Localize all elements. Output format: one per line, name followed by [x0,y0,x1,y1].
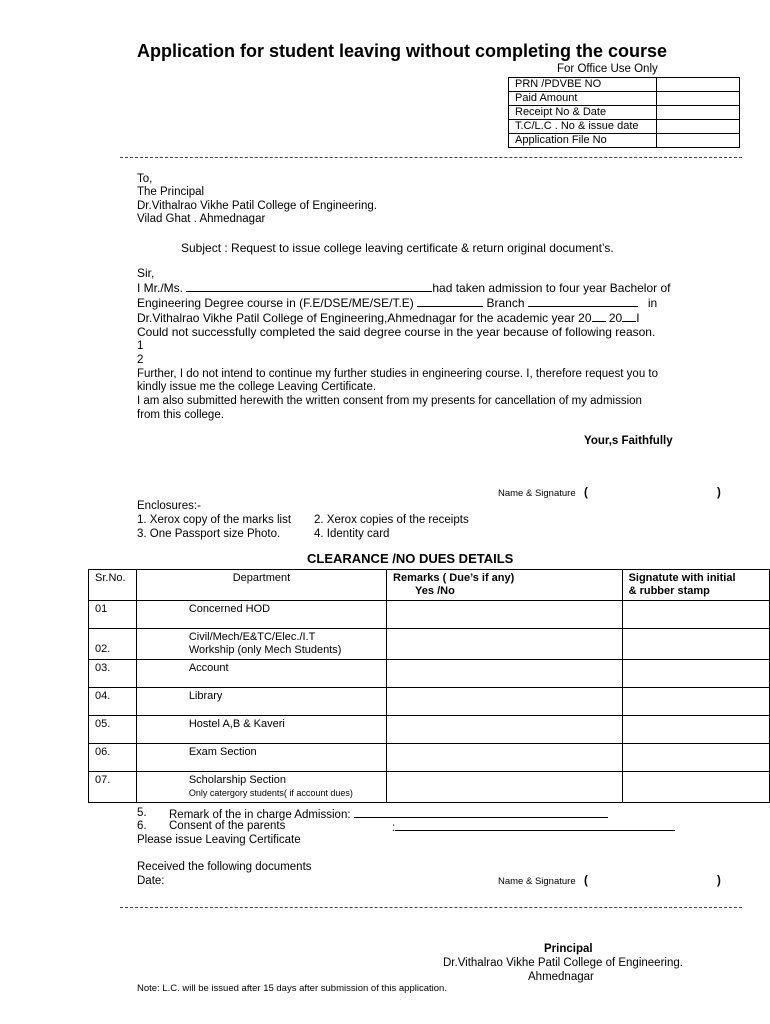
address-to: To, [137,173,153,185]
student-name-blank[interactable] [186,280,432,292]
header-signature-line2: & rubber stamp [628,585,710,597]
body-text: Engineering Degree course in (F.E/DSE/ME/SE/T.E) [137,296,414,310]
office-row-value[interactable] [657,78,740,92]
row-sr: 01 [89,601,137,629]
address-line1: The Principal [137,186,205,198]
row-signature-cell[interactable] [622,660,769,688]
body-text: Dr.Vithalrao Vikhe Patil College of Engineering,Ahmednagar for the academic year 20 [137,311,592,325]
enclosure-3: 3. One Passport size Photo. [137,528,281,540]
row-signature-cell[interactable] [622,772,769,803]
clearance-header-row [89,570,770,601]
footer-note: Note: L.C. will be issued after 15 days after submission of this application. [137,983,447,994]
row-signature-cell[interactable] [622,744,769,772]
reason-2: 2 [137,354,144,366]
signature-open-paren: ( [584,487,588,499]
admission-remark-blank[interactable] [354,806,608,818]
body-text: in [647,296,658,310]
row-remarks-cell[interactable] [387,660,623,688]
office-row-value[interactable] [657,120,740,134]
row-department-line2: Workship (only Mech Students) [188,644,342,656]
row-signature-cell[interactable] [622,601,769,629]
signature-close-paren-2: ) [717,875,721,887]
row-sr: 02. [89,629,137,660]
office-row-label: Receipt No & Date [509,106,657,120]
table-row [89,688,770,716]
row-department: Concerned HOD [136,601,386,629]
body-text: 20 [608,311,623,325]
body-line-2 [137,295,657,310]
item-5-number: 5. [137,807,147,819]
received-documents-text: Received the following documents [137,861,312,873]
row-sr: 04. [89,688,137,716]
office-use-label: For Office Use Only [557,63,658,75]
header-remarks-line1: Remarks ( Due’s if any) [393,572,515,584]
header-remarks [387,570,623,601]
clearance-table [88,569,770,803]
closing-text: Your,s Faithfully [584,435,673,447]
row-department-line1: Scholarship Section [188,774,287,786]
office-row-label: Application File No [509,134,657,148]
principal-college: Dr.Vithalrao Vikhe Patil College of Engineering. [443,957,683,969]
dashed-divider [120,157,742,158]
header-signature-line1: Signatute with initial [628,572,736,584]
body-line-3 [137,310,640,325]
office-row-label: T.C/L.C . No & issue date [509,120,657,134]
table-row [89,744,770,772]
enclosure-1: 1. Xerox copy of the marks list [137,514,292,526]
office-row [509,78,740,92]
salutation: Sir, [137,266,155,280]
body-para3-line1: I am also submitted herewith the written consent from my presents for cancellation of my admission [137,395,642,407]
row-department [136,629,386,660]
office-row [509,106,740,120]
row-department-line1: Civil/Mech/E&TC/Elec./I.T [188,631,316,643]
office-row-label: Paid Amount [509,92,657,106]
principal-city: Ahmednagar [528,971,594,983]
office-row-value[interactable] [657,106,740,120]
office-use-table [508,77,740,148]
reason-1: 1 [137,340,144,352]
row-remarks-cell[interactable] [387,772,623,803]
row-sr: 06. [89,744,137,772]
body-text: had taken admission to four year Bachelor of [432,281,671,295]
item-6-label: Consent of the parents [169,820,286,832]
date-label: Date: [137,875,165,887]
signature-close-paren: ) [717,487,721,499]
row-remarks-cell[interactable] [387,601,623,629]
row-signature-cell[interactable] [622,688,769,716]
row-remarks-cell[interactable] [387,688,623,716]
header-remarks-line2: Yes /No [415,585,455,597]
issue-lc-text: Please issue Leaving Certificate [137,834,301,846]
header-department: Department [136,570,386,601]
header-sr: Sr.No. [89,570,137,601]
subject-line: Subject : Request to issue college leaving certificate & return original document’s. [181,241,614,255]
item-6-number: 6. [137,820,147,832]
table-row [89,716,770,744]
row-department [136,772,386,803]
body-text: I [636,311,640,325]
body-text: Branch [486,296,525,310]
item-5-text: Remark of the in charge Admission: [169,809,351,821]
principal-title: Principal [544,943,593,955]
year-to-blank[interactable] [622,310,636,322]
body-para3-line2: from this college. [137,409,224,421]
parent-consent-blank[interactable] [395,819,675,831]
course-blank[interactable] [417,295,483,307]
table-row [89,601,770,629]
row-remarks-cell[interactable] [387,629,623,660]
row-department: Exam Section [136,744,386,772]
row-department: Library [136,688,386,716]
table-row [89,629,770,660]
body-text: I Mr./Ms. [137,281,183,295]
table-row [89,772,770,803]
row-department-note: Only catergory students( if account dues) [188,788,353,798]
row-signature-cell[interactable] [622,629,769,660]
row-department: Hostel A,B & Kaveri [136,716,386,744]
clearance-title: CLEARANCE /NO DUES DETAILS [307,551,514,566]
row-sr: 05. [89,716,137,744]
office-row [509,134,740,148]
row-remarks-cell[interactable] [387,744,623,772]
dashed-divider [120,907,742,908]
item-6-colon-line [392,819,675,835]
branch-blank[interactable] [528,295,638,307]
row-department: Account [136,660,386,688]
row-remarks-cell[interactable] [387,716,623,744]
table-row [89,660,770,688]
item-6-colon: : [392,822,396,834]
row-signature-cell[interactable] [622,716,769,744]
row-sr: 03. [89,660,137,688]
enclosures-title: Enclosures:- [137,500,201,512]
body-para2-line2: kindly issue me the college Leaving Certificate. [137,381,377,393]
body-para2-line1: Further, I do not intend to continue my further studies in engineering course. I, therefore request you to [137,368,658,380]
year-from-blank[interactable] [592,310,606,322]
page-title: Application for student leaving without completing the course [137,41,668,61]
address-line3: Vilad Ghat . Ahmednagar [137,213,266,225]
office-row [509,120,740,134]
header-signature [622,570,769,601]
office-row-value[interactable] [657,92,740,106]
enclosure-4: 4. Identity card [314,528,390,540]
office-row [509,92,740,106]
address-line2: Dr.Vithalrao Vikhe Patil College of Engineering. [137,200,377,212]
office-row-label: PRN /PDVBE NO [509,78,657,92]
body-line-1 [137,280,670,295]
enclosure-2: 2. Xerox copies of the receipts [314,514,469,526]
row-sr: 07. [89,772,137,803]
signature-label-2: Name & Signature [498,876,576,887]
signature-label: Name & Signature [498,488,576,499]
body-line-4: Could not successfully completed the said degree course in the year because of following reason. [137,325,656,339]
office-row-value[interactable] [657,134,740,148]
signature-open-paren-2: ( [584,875,588,887]
